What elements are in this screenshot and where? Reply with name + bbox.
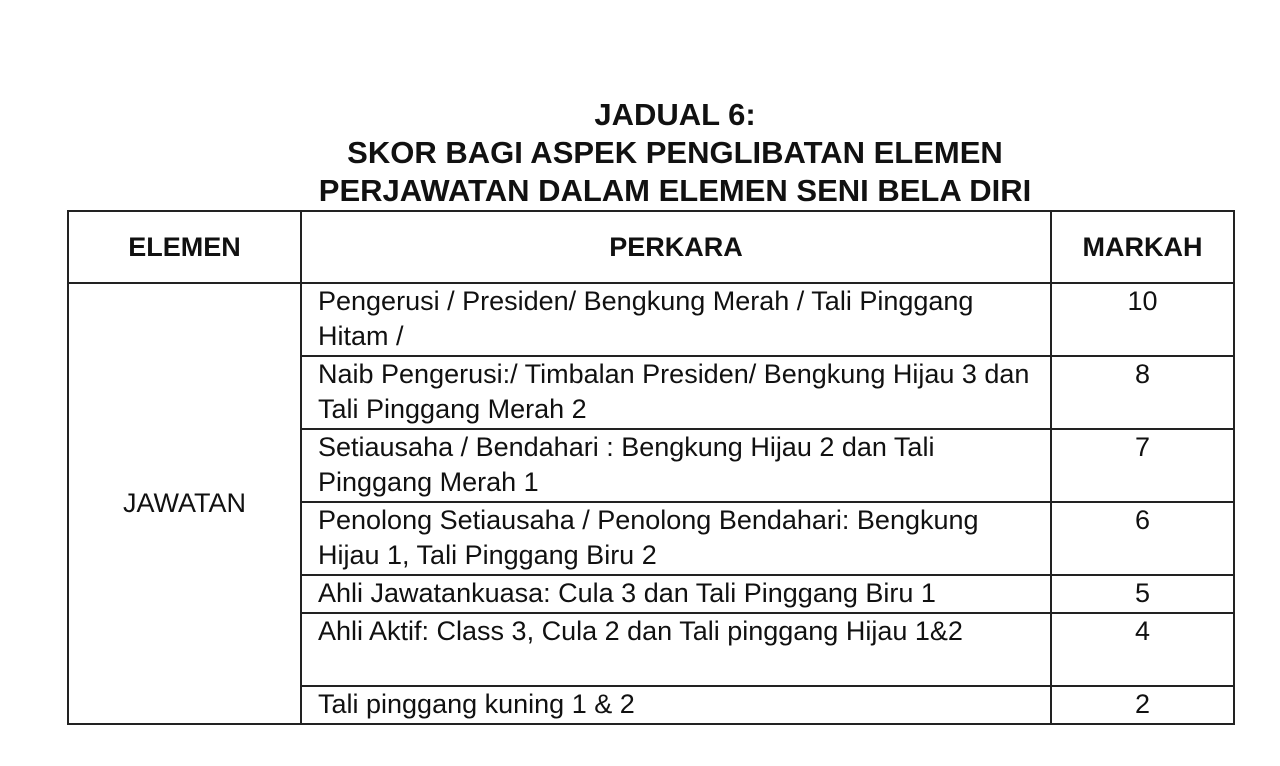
markah-cell: 7: [1051, 429, 1234, 502]
header-perkara: PERKARA: [301, 211, 1051, 283]
markah-cell: 10: [1051, 283, 1234, 356]
markah-cell: 4: [1051, 613, 1234, 686]
header-elemen: ELEMEN: [68, 211, 301, 283]
perkara-cell: Naib Pengerusi:/ Timbalan Presiden/ Bengkung Hijau 3 dan Tali Pinggang Merah 2: [301, 356, 1051, 429]
perkara-cell: Tali pinggang kuning 1 & 2: [301, 686, 1051, 724]
perkara-cell: Ahli Jawatankuasa: Cula 3 dan Tali Pinggang Biru 1: [301, 575, 1051, 613]
header-markah: MARKAH: [1051, 211, 1234, 283]
title-line-2: SKOR BAGI ASPEK PENGLIBATAN ELEMEN: [347, 135, 1003, 170]
elemen-cell: JAWATAN: [68, 283, 301, 724]
table-title: [0, 96, 1280, 210]
markah-cell: 6: [1051, 502, 1234, 575]
perkara-cell: Pengerusi / Presiden/ Bengkung Merah / Tali Pinggang Hitam /: [301, 283, 1051, 356]
markah-cell: 8: [1051, 356, 1234, 429]
score-table: [67, 210, 1235, 725]
score-table-container: [67, 210, 1235, 725]
perkara-cell: Setiausaha / Bendahari : Bengkung Hijau 2 dan Tali Pinggang Merah 1: [301, 429, 1051, 502]
title-line-3: PERJAWATAN DALAM ELEMEN SENI BELA DIRI: [318, 173, 1032, 208]
markah-cell: 5: [1051, 575, 1234, 613]
title-line-1: JADUAL 6:: [594, 97, 756, 132]
table-row: [68, 283, 1234, 356]
perkara-cell: Ahli Aktif: Class 3, Cula 2 dan Tali pinggang Hijau 1&2: [301, 613, 1051, 686]
perkara-cell: Penolong Setiausaha / Penolong Bendahari: Bengkung Hijau 1, Tali Pinggang Biru 2: [301, 502, 1051, 575]
table-header-row: [68, 211, 1234, 283]
markah-cell: 2: [1051, 686, 1234, 724]
